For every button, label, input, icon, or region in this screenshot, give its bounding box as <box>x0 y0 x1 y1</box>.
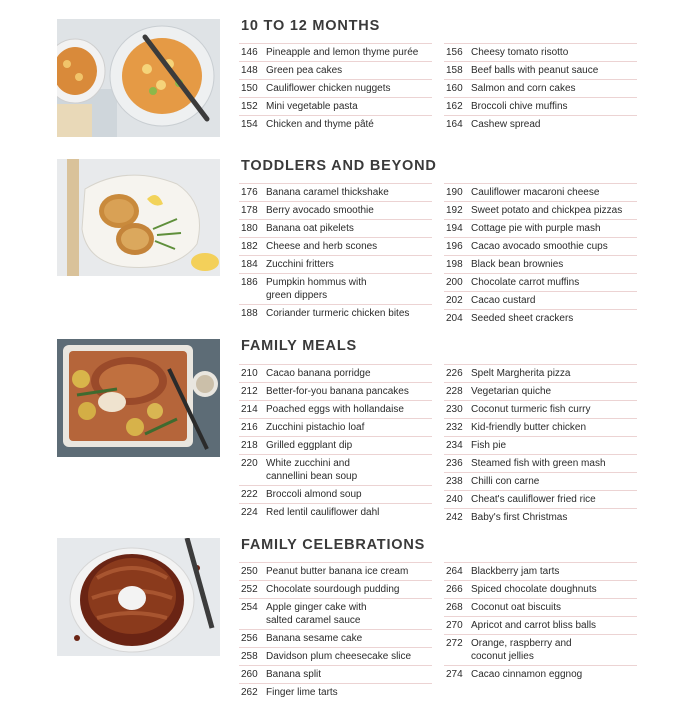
recipe-title: Salmon and corn cakes <box>471 83 576 94</box>
recipe-entry[interactable] <box>239 237 432 255</box>
recipe-title: Finger lime tarts <box>266 687 338 698</box>
recipe-title: Coconut turmeric fish curry <box>471 404 591 415</box>
page-number: 176 <box>241 187 258 198</box>
page-number: 264 <box>446 566 463 577</box>
page-number: 274 <box>446 669 463 680</box>
page-number: 186 <box>241 277 258 288</box>
recipe-entry[interactable] <box>444 237 637 255</box>
recipe-entry[interactable] <box>444 291 637 309</box>
recipe-entry[interactable] <box>239 273 432 304</box>
page-number: 232 <box>446 422 463 433</box>
page-number: 222 <box>241 489 258 500</box>
recipe-title: Red lentil cauliflower dahl <box>266 507 380 518</box>
recipe-column-left <box>239 183 432 322</box>
recipe-title: Cauliflower chicken nuggets <box>266 83 391 94</box>
recipe-title: Coconut oat biscuits <box>471 602 562 613</box>
recipe-entry[interactable] <box>239 304 432 322</box>
recipe-entry[interactable] <box>444 400 637 418</box>
recipe-column-right <box>444 562 637 683</box>
page-number: 196 <box>446 241 463 252</box>
recipe-title: Baby's first Christmas <box>471 512 568 523</box>
recipe-title: Orange, raspberry and coconut jellies <box>471 638 572 662</box>
page-number: 238 <box>446 476 463 487</box>
recipe-title: Broccoli chive muffins <box>471 101 568 112</box>
recipe-entry[interactable] <box>444 79 637 97</box>
recipe-column-left <box>239 364 432 521</box>
page-number: 256 <box>241 633 258 644</box>
recipe-entry[interactable] <box>239 201 432 219</box>
page-number: 188 <box>241 308 258 319</box>
recipe-entry[interactable] <box>239 115 432 133</box>
section-title: TODDLERS AND BEYOND <box>241 158 437 174</box>
page-number: 242 <box>446 512 463 523</box>
recipe-title: Cacao custard <box>471 295 536 306</box>
recipe-title: Pumpkin hommus with green dippers <box>266 277 367 301</box>
recipe-entry[interactable] <box>239 382 432 400</box>
recipe-entry[interactable] <box>239 364 432 382</box>
recipe-title: Mini vegetable pasta <box>266 101 358 112</box>
page-number: 152 <box>241 101 258 112</box>
recipe-title: Zucchini fritters <box>266 259 334 270</box>
recipe-title: Berry avocado smoothie <box>266 205 374 216</box>
recipe-entry[interactable] <box>444 418 637 436</box>
page-number: 146 <box>241 47 258 58</box>
recipe-title: Blackberry jam tarts <box>471 566 560 577</box>
recipe-title: Spelt Margherita pizza <box>471 368 571 379</box>
recipe-title: Chocolate carrot muffins <box>471 277 580 288</box>
page-number: 154 <box>241 119 258 130</box>
recipe-entry[interactable] <box>444 634 637 665</box>
page-number: 158 <box>446 65 463 76</box>
recipe-entry[interactable] <box>444 562 637 580</box>
page-number: 226 <box>446 368 463 379</box>
recipe-entry[interactable] <box>239 183 432 201</box>
page-number: 180 <box>241 223 258 234</box>
recipe-title: Vegetarian quiche <box>471 386 552 397</box>
page-number: 198 <box>446 259 463 270</box>
recipe-entry[interactable] <box>444 616 637 634</box>
recipe-entry[interactable] <box>239 454 432 485</box>
recipe-title: Davidson plum cheesecake slice <box>266 651 412 662</box>
recipe-entry[interactable] <box>239 61 432 79</box>
recipe-title: White zucchini and cannellini bean soup <box>266 458 358 482</box>
recipe-entry[interactable] <box>239 255 432 273</box>
recipe-entry[interactable] <box>444 665 637 683</box>
recipe-title: Cheese and herb scones <box>266 241 378 252</box>
page-number: 270 <box>446 620 463 631</box>
recipe-entry[interactable] <box>239 665 432 683</box>
recipe-title: Banana oat pikelets <box>266 223 354 234</box>
page-number: 272 <box>446 638 463 649</box>
recipe-title: Apricot and carrot bliss balls <box>471 620 597 631</box>
page-number: 228 <box>446 386 463 397</box>
recipe-title: Cottage pie with purple mash <box>471 223 601 234</box>
page-number: 182 <box>241 241 258 252</box>
recipe-entry[interactable] <box>239 418 432 436</box>
recipe-title: Pineapple and lemon thyme purée <box>266 47 419 58</box>
page-number: 184 <box>241 259 258 270</box>
page-number: 200 <box>446 277 463 288</box>
section-title: 10 TO 12 MONTHS <box>241 18 381 34</box>
recipe-title: Beef balls with peanut sauce <box>471 65 599 76</box>
recipe-entry[interactable] <box>444 598 637 616</box>
recipe-entry[interactable] <box>444 201 637 219</box>
page-number: 230 <box>446 404 463 415</box>
recipe-title: Poached eggs with hollandaise <box>266 404 404 415</box>
page-number: 212 <box>241 386 258 397</box>
page-number: 210 <box>241 368 258 379</box>
roast-chicken-tray-photo <box>57 339 220 457</box>
recipe-title: Broccoli almond soup <box>266 489 362 500</box>
recipe-title: Grilled eggplant dip <box>266 440 353 451</box>
page-number: 216 <box>241 422 258 433</box>
recipe-entry[interactable] <box>239 580 432 598</box>
recipe-entry[interactable] <box>444 43 637 61</box>
recipe-title: Seeded sheet crackers <box>471 313 574 324</box>
recipe-title: Cauliflower macaroni cheese <box>471 187 600 198</box>
recipe-entry[interactable] <box>444 273 637 291</box>
recipe-entry[interactable] <box>239 683 432 701</box>
recipe-entry[interactable] <box>239 598 432 629</box>
page-number: 234 <box>446 440 463 451</box>
recipe-entry[interactable] <box>444 436 637 454</box>
recipe-title: Cacao banana porridge <box>266 368 371 379</box>
page-number: 236 <box>446 458 463 469</box>
recipe-title: Fish pie <box>471 440 507 451</box>
recipe-title: Sweet potato and chickpea pizzas <box>471 205 623 216</box>
recipe-column-right <box>444 183 637 327</box>
recipe-entry[interactable] <box>444 508 637 526</box>
page-number: 164 <box>446 119 463 130</box>
recipe-entry[interactable] <box>444 490 637 508</box>
recipe-title: Chocolate sourdough pudding <box>266 584 400 595</box>
fritters-plate-photo <box>57 159 220 276</box>
page-number: 190 <box>446 187 463 198</box>
recipe-title: Coriander turmeric chicken bites <box>266 308 410 319</box>
recipe-entry[interactable] <box>239 436 432 454</box>
recipe-title: Apple ginger cake with salted caramel sauce <box>266 602 367 626</box>
recipe-entry[interactable] <box>444 61 637 79</box>
page-number: 160 <box>446 83 463 94</box>
page-number: 162 <box>446 101 463 112</box>
page-number: 240 <box>446 494 463 505</box>
recipe-column-right <box>444 43 637 133</box>
recipe-entry[interactable] <box>444 255 637 273</box>
page-number: 202 <box>446 295 463 306</box>
page-number: 156 <box>446 47 463 58</box>
recipe-title: Chicken and thyme pâté <box>266 119 374 130</box>
recipe-title: Spiced chocolate doughnuts <box>471 584 597 595</box>
page-number: 178 <box>241 205 258 216</box>
recipe-title: Green pea cakes <box>266 65 343 76</box>
recipe-entry[interactable] <box>239 43 432 61</box>
recipe-entry[interactable] <box>444 183 637 201</box>
recipe-title: Cashew spread <box>471 119 541 130</box>
recipe-entry[interactable] <box>444 580 637 598</box>
page-number: 258 <box>241 651 258 662</box>
recipe-entry[interactable] <box>239 79 432 97</box>
recipe-title: Better-for-you banana pancakes <box>266 386 409 397</box>
recipe-entry[interactable] <box>239 219 432 237</box>
recipe-entry[interactable] <box>444 219 637 237</box>
section-title: FAMILY CELEBRATIONS <box>241 537 426 553</box>
recipe-entry[interactable] <box>239 503 432 521</box>
recipe-entry[interactable] <box>239 97 432 115</box>
recipe-title: Banana caramel thickshake <box>266 187 389 198</box>
page-number: 220 <box>241 458 258 469</box>
recipe-entry[interactable] <box>444 309 637 327</box>
section-title: FAMILY MEALS <box>241 338 357 354</box>
recipe-title: Zucchini pistachio loaf <box>266 422 365 433</box>
page-number: 192 <box>446 205 463 216</box>
page-number: 252 <box>241 584 258 595</box>
recipe-title: Cacao cinnamon eggnog <box>471 669 583 680</box>
recipe-title: Cheesy tomato risotto <box>471 47 569 58</box>
page-number: 194 <box>446 223 463 234</box>
page-number: 214 <box>241 404 258 415</box>
recipe-title: Chilli con carne <box>471 476 540 487</box>
page-number: 254 <box>241 602 258 613</box>
vegetable-pasta-bowls-photo <box>57 19 220 137</box>
page-number: 260 <box>241 669 258 680</box>
recipe-entry[interactable] <box>239 562 432 580</box>
recipe-title: Black bean brownies <box>471 259 564 270</box>
page-number: 268 <box>446 602 463 613</box>
page-number: 218 <box>241 440 258 451</box>
page-number: 204 <box>446 313 463 324</box>
recipe-title: Kid-friendly butter chicken <box>471 422 587 433</box>
recipe-entry[interactable] <box>444 454 637 472</box>
recipe-entry[interactable] <box>239 629 432 647</box>
recipe-title: Steamed fish with green mash <box>471 458 606 469</box>
recipe-entry[interactable] <box>239 647 432 665</box>
page-number: 250 <box>241 566 258 577</box>
recipe-title: Peanut butter banana ice cream <box>266 566 409 577</box>
recipe-entry[interactable] <box>444 382 637 400</box>
recipe-title: Cheat's cauliflower fried rice <box>471 494 596 505</box>
recipe-column-right <box>444 364 637 526</box>
recipe-title: Banana split <box>266 669 322 680</box>
page-number: 266 <box>446 584 463 595</box>
recipe-title: Banana sesame cake <box>266 633 363 644</box>
recipe-entry[interactable] <box>444 97 637 115</box>
recipe-entry[interactable] <box>239 400 432 418</box>
recipe-entry[interactable] <box>239 485 432 503</box>
recipe-entry[interactable] <box>444 115 637 133</box>
recipe-entry[interactable] <box>444 472 637 490</box>
page-number: 148 <box>241 65 258 76</box>
page-number: 224 <box>241 507 258 518</box>
recipe-column-left <box>239 43 432 133</box>
recipe-entry[interactable] <box>444 364 637 382</box>
page-number: 150 <box>241 83 258 94</box>
recipe-column-left <box>239 562 432 701</box>
recipe-title: Cacao avocado smoothie cups <box>471 241 608 252</box>
chocolate-bundt-cake-photo <box>57 538 220 656</box>
page-number: 262 <box>241 687 258 698</box>
